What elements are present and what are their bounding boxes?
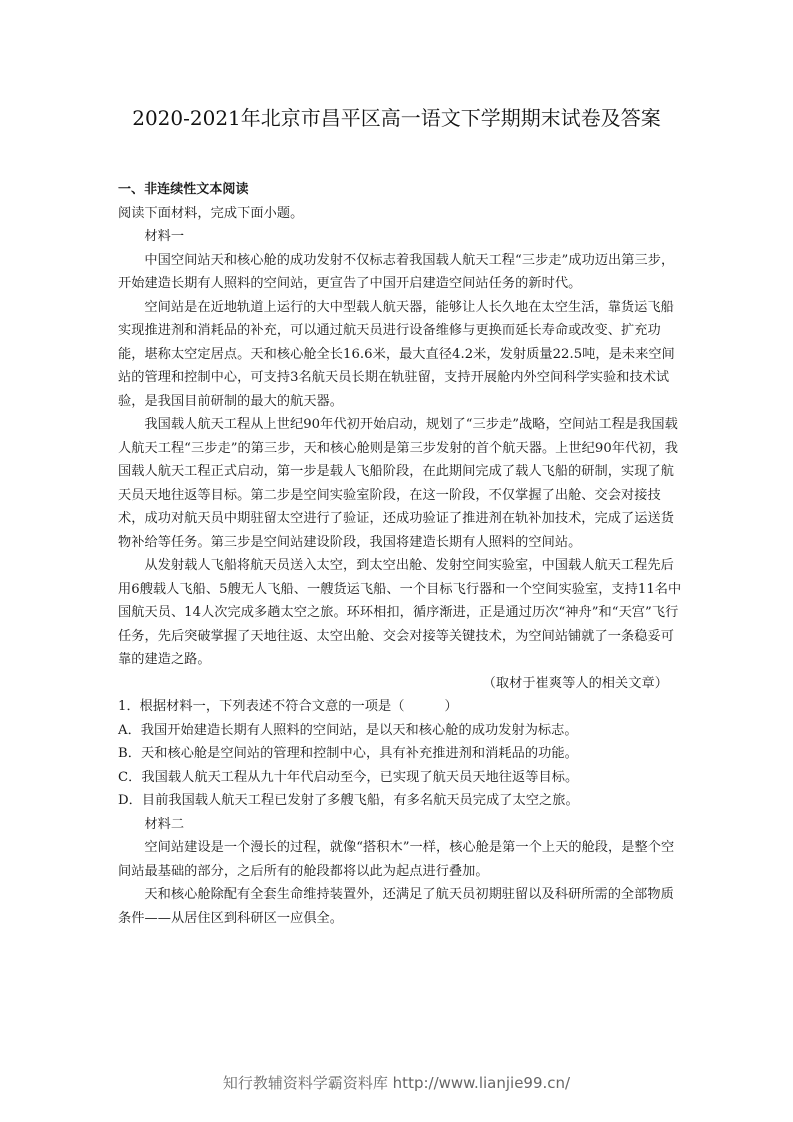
instruction-text: 阅读下面材料，完成下面小题。	[118, 205, 304, 221]
material-label: 材料一	[144, 229, 185, 244]
question-stem-suffix: ）	[444, 699, 458, 714]
paragraph: 我国载人航天工程从上世纪90年代初开始启动，规划了“三步走”战略，空间站工程是我国载人航天工程“三步走”的第三步，天和核心舱则是第三步发射的首个航天器。上世纪90年代初，我国载人航天工程正式启动，第一步是载人飞船阶段，在此期间完成了载人飞船的研制，实现了航天员天地往返等目标。第二步是空间实验室阶段，在这一阶段，不仅掌握了出舱、交会对接技术，成功对航天员中期驻留太空进行了验证，还成功验证了推进剂在轨补加技术，完成了运送货物补给等任务。第三步是空间站建设阶段，我国将建造长期有人照料的空间站。	[118, 417, 678, 550]
paragraph: 天和核心舱除配有全套生命维持装置外，还满足了航天员初期驻留以及科研所需的全部物质条件——从居住区到科研区一应俱全。	[118, 887, 674, 926]
footer-watermark: 知行教辅资料学霸资料库 http://www.lianjie99.cn/	[222, 1074, 571, 1092]
paragraph: 从发射载人飞船将航天员送入太空，到太空出舱、发射空间实验室，中国载人航天工程先后用6艘载人飞船、5艘无人飞船、一艘货运飞船、一个目标飞行器和一个空间实验室，支持11名中国航天员、14人次完成多趟太空之旅。环环相扣，循序渐进，正是通过历次“神舟”和“天宫”飞行任务，先后突破掌握了天地往返、太空出舱、交会对接等关键技术，为空间站铺就了一条稳妥可靠的建造之路。	[118, 558, 682, 667]
option-c: C．我国载人航天工程从九十年代启动至今，已实现了航天员天地往返等目标。	[118, 769, 579, 785]
option-b: B．天和核心舱是空间站的管理和控制中心，具有补充推进剂和消耗品的功能。	[118, 746, 578, 761]
question-stem-prefix: 1．根据材料一，下列表述不符合文意的一项是（	[118, 699, 405, 714]
paragraph: 空间站是在近地轨道上运行的大中型载人航天器，能够让人长久地在太空生活，靠货运飞船实现推进剂和消耗品的补充，可以通过航天员进行设备维修与更换而延长寿命或改变、扩充功能，堪称太空定居点。天和核心舱全长16.6米，最大直径4.2米，发射质量22.5吨，是未来空间站的管理和控制中心，可支持3名航天员长期在轨驻留，支持开展舱内外空间科学实验和技术试验，是我国目前研制的最大的航天器。	[118, 299, 675, 409]
page-title: 2020-2021年北京市昌平区高一语文下学期期末试卷及答案	[132, 106, 661, 130]
section-heading: 一、非连续性文本阅读	[118, 182, 249, 197]
paragraph: 空间站建设是一个漫长的过程，就像“搭积木”一样，核心舱是第一个上天的舱段，是整个空间站最基础的部分，之后所有的舱段都将以此为起点进行叠加。	[118, 840, 675, 879]
question-stem	[118, 695, 684, 719]
option-d: D．目前我国载人航天工程已发射了多艘飞船，有多名航天员完成了太空之旅。	[118, 793, 579, 808]
option-a: A．我国开始建造长期有人照料的空间站，是以天和核心舱的成功发射为标志。	[118, 722, 578, 738]
material-label: 材料二	[144, 816, 185, 832]
source-note: （取材于崔爽等人的相关文章）	[482, 675, 668, 691]
paragraph: 中国空间站天和核心舱的成功发射不仅标志着我国载人航天工程“三步走”成功迈出第三步，开始建造长期有人照料的空间站，更宣告了中国开启建造空间站任务的新时代。	[118, 252, 675, 291]
document-body	[118, 178, 684, 930]
